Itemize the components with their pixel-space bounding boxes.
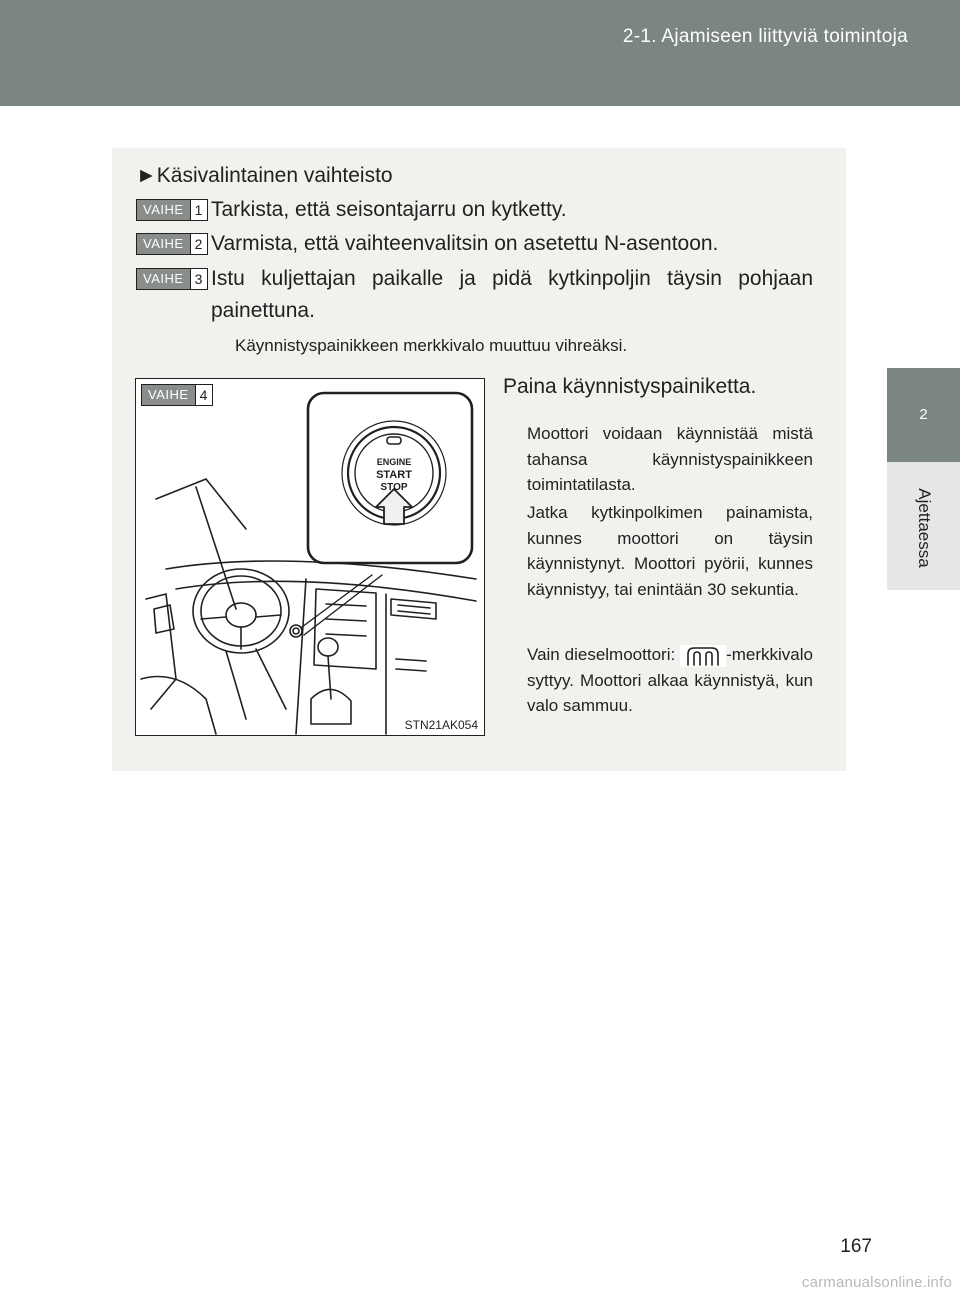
section-title: 2-1. Ajamiseen liittyviä toimintoja: [622, 26, 908, 47]
chapter-number: 2: [919, 406, 928, 423]
step-badge-number: 1: [190, 200, 207, 220]
button-line-engine: ENGINE: [376, 457, 412, 467]
step-badge-label: VAIHE: [137, 200, 190, 220]
step-badge-1: [136, 199, 208, 221]
chapter-tab: [887, 368, 960, 462]
step-badge-label: VAIHE: [142, 385, 195, 405]
dashboard-drawing: [136, 379, 484, 735]
step-3-text: Istu kuljettajan paikalle ja pidä kytkinpoljin täysin pohjaan painettuna.: [211, 267, 813, 322]
step-4-paragraph-2: Jatka kytkinpolkimen painamista, kunnes moottori on täysin käynnistynyt. Moottori pyörii, kunnes käynnistyy, tai enintään 30 sekuntia.: [527, 503, 813, 599]
step-badge-label: VAIHE: [137, 234, 190, 254]
step-1-text: Tarkista, että seisontajarru on kytketty.: [211, 198, 567, 221]
step-3-note: Käynnistyspainikkeen merkkivalo muuttuu vihreäksi.: [235, 336, 628, 355]
diesel-note-after: -merkkivalo syttyy. Moottori alkaa käynnistyä, kun valo sammuu.: [527, 645, 813, 715]
figure-code: STN21AK054: [404, 718, 478, 732]
step-badge-3: [136, 268, 208, 290]
engine-start-illustration: [135, 378, 485, 736]
page-header: [0, 0, 960, 106]
step-2-text: Varmista, että vaihteenvalitsin on asetettu N-asentoon.: [211, 232, 719, 255]
button-line-start: START: [376, 469, 412, 481]
step-badge-number: 3: [190, 269, 207, 289]
step-badge-4: [141, 384, 213, 406]
step-badge-number: 2: [190, 234, 207, 254]
chapter-title: Ajettaessa: [915, 488, 934, 568]
button-line-stop: STOP: [380, 482, 408, 493]
diesel-note-before: Vain dieselmoottori:: [527, 645, 676, 664]
section-heading: ►Käsivalintainen vaihteisto: [136, 164, 393, 187]
watermark: carmanualsonline.info: [801, 1274, 952, 1291]
page-number: 167: [840, 1236, 872, 1257]
step-badge-label: VAIHE: [137, 269, 190, 289]
step-badge-number: 4: [195, 385, 212, 405]
step-4-paragraph-1: Moottori voidaan käynnistää mistä tahansa käynnistyspainikkeen toimintatilasta.: [527, 424, 813, 494]
step-badge-2: [136, 233, 208, 255]
diesel-note: [527, 642, 813, 719]
step-4-text: Paina käynnistyspainiketta.: [503, 375, 757, 398]
glow-plug-indicator-icon: [680, 645, 726, 667]
